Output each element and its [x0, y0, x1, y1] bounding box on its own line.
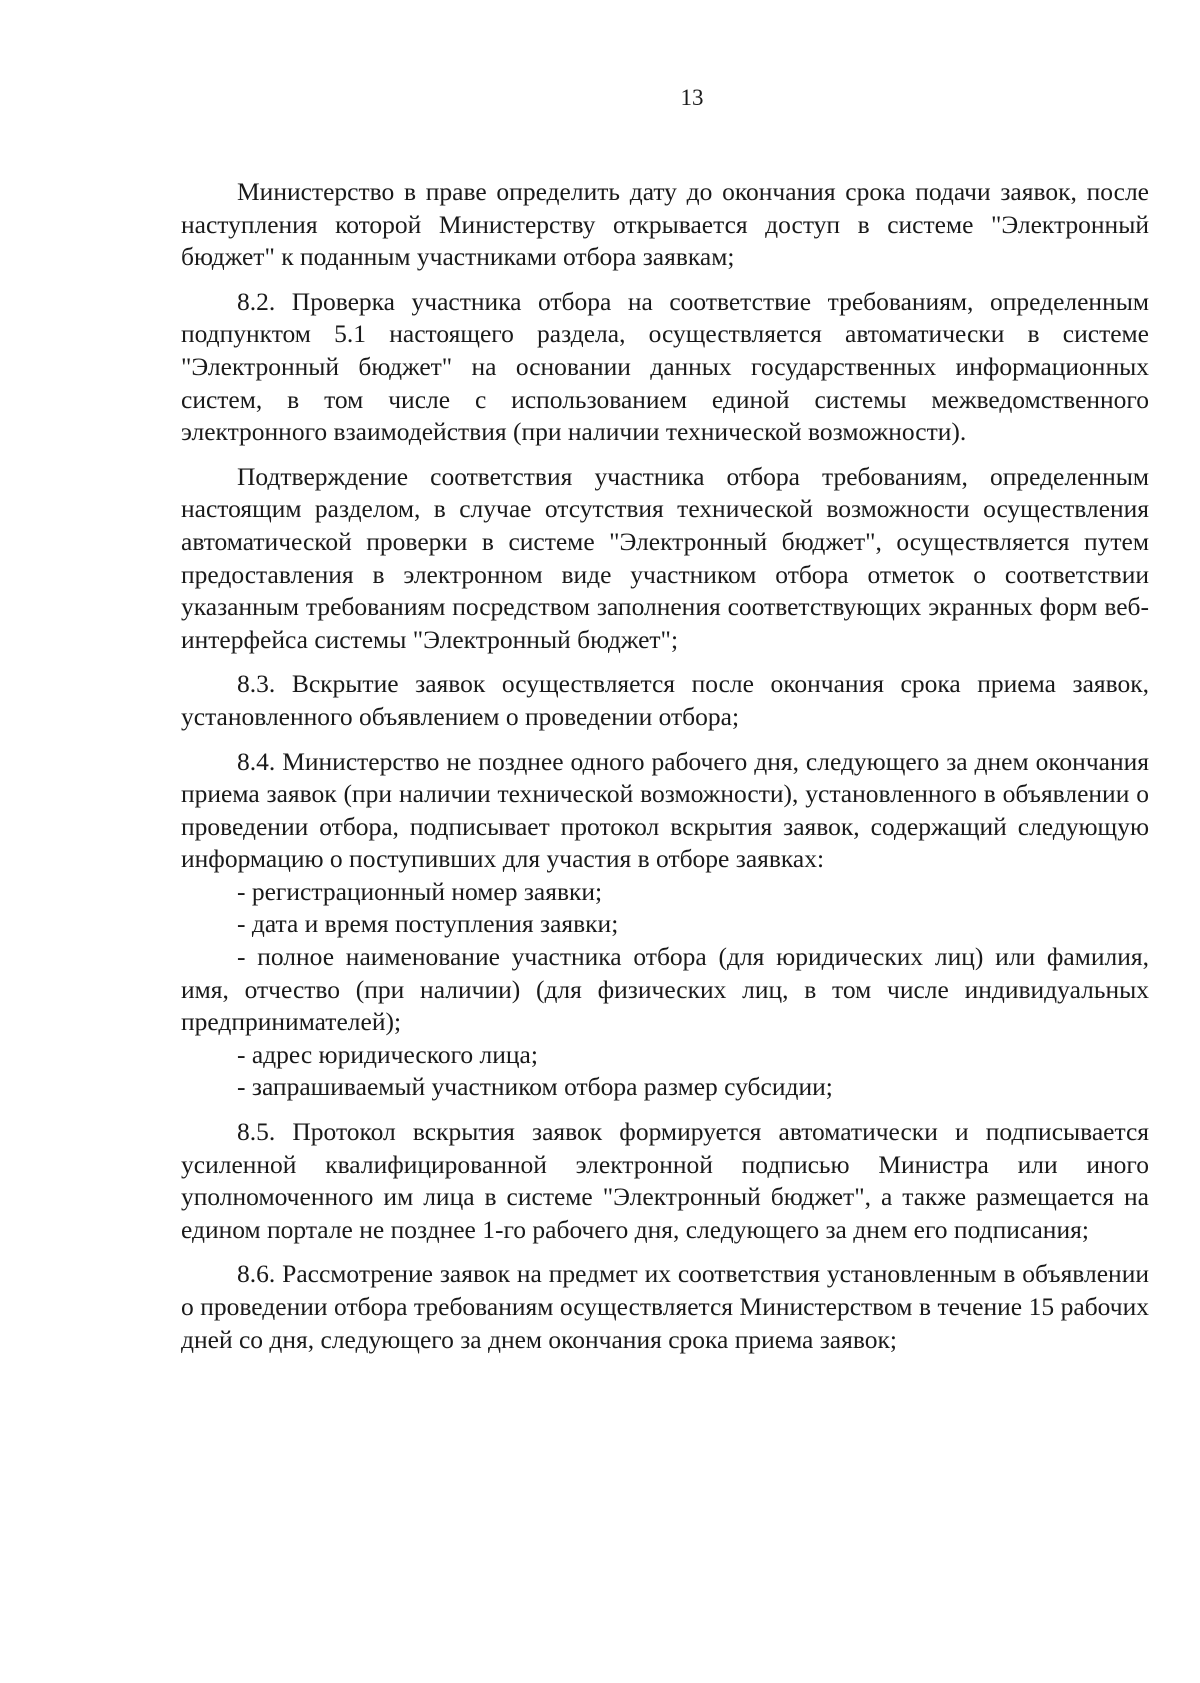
paragraph-8-3: 8.3. Вскрытие заявок осуществляется после окончания срока приема заявок, установленного объявлением о проведении отбора; — [181, 669, 1149, 731]
paragraph-8-4: 8.4. Министерство не позднее одного рабочего дня, следующего за днем окончания приема заявок (при наличии технической возможности), установленного в объявлении о проведении отбора, подписывает протокол вскрытия заявок, содержащий следующую информацию о поступивших для участия в отборе заявках: — [181, 746, 1149, 874]
paragraph-8-6: 8.6. Рассмотрение заявок на предмет их соответствия установленным в объявлении о проведении отбора требованиям осуществляется Министерством в течение 15 рабочих дней со дня, следующего за днем окончания срока приема заявок; — [181, 1259, 1149, 1354]
page-number: 13 — [680, 85, 704, 110]
document-body — [181, 176, 1149, 1356]
list-item: - полное наименование участника отбора (для юридических лиц) или фамилия, имя, отчество (при наличии) (для физических лиц, в том числе индивидуальных предпринимателей); — [181, 942, 1149, 1037]
paragraph-confirmation: Подтверждение соответствия участника отбора требованиям, определенным настоящим разделом, в случае отсутствия технической возможности осуществления автоматической проверки в системе "Электронный бюджет", осуществляется путем предоставления в электронном виде участником отбора отметок о соответствии указанным требованиям посредством заполнения соответствующих экранных форм веб-интерфейса системы "Электронный бюджет"; — [181, 461, 1149, 654]
paragraph-8-5: 8.5. Протокол вскрытия заявок формируется автоматически и подписывается усиленной квалифицированной электронной подписью Министра или иного уполномоченного им лица в системе "Электронный бюджет", а также размещается на едином портале не позднее 1-го рабочего дня, следующего за днем его подписания; — [181, 1117, 1149, 1244]
list-item: - запрашиваемый участником отбора размер субсидии; — [237, 1072, 833, 1102]
list-item: - адрес юридического лица; — [237, 1039, 538, 1069]
list-item: - регистрационный номер заявки; — [237, 876, 603, 906]
paragraph-8-2: 8.2. Проверка участника отбора на соответствие требованиям, определенным подпунктом 5.1 настоящего раздела, осуществляется автоматически в системе "Электронный бюджет" на основании данных государственных информационных систем, в том числе с использованием единой системы межведомственного электронного взаимодействия (при наличии технической возможности). — [181, 286, 1149, 447]
list-item: - дата и время поступления заявки; — [237, 909, 619, 939]
paragraph-ministry-deadline: Министерство в праве определить дату до окончания срока подачи заявок, после наступления которой Министерству открывается доступ в системе "Электронный бюджет" к поданным участниками отбора заявкам; — [181, 177, 1149, 272]
